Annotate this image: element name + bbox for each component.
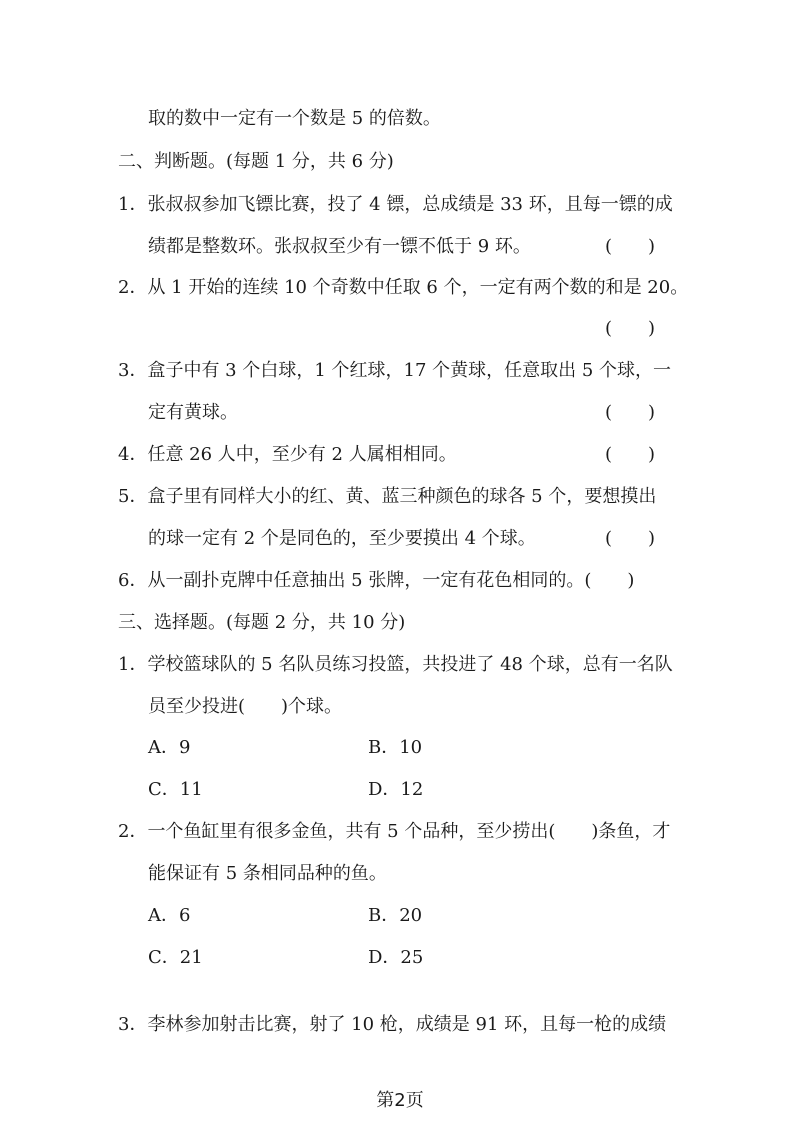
choice-q1-option-b: B．10 [368,737,423,758]
judgment-q2-line1: 2．从 1 开始的连续 10 个奇数中任取 6 个，一定有两个数的和是 20。 [118,277,689,298]
choice-q1-option-a: A．9 [148,737,191,758]
section-heading-judgment: 二、判断题。(每题 1 分，共 6 分) [118,151,394,172]
choice-q2-line2: 能保证有 5 条相同品种的鱼。 [148,863,387,884]
judgment-q1-line2: 绩都是整数环。张叔叔至少有一镖不低于 9 环。 [148,236,531,257]
judgment-q4-answer-blank: ( ) [605,444,656,465]
judgment-q5-line2: 的球一定有 2 个是同色的，至少要摸出 4 个球。 [148,528,536,549]
page-number: 第2页 [376,1090,424,1111]
choice-q1-line2: 员至少投进( )个球。 [148,696,343,717]
section-heading-choice: 三、选择题。(每题 2 分，共 10 分) [118,612,406,633]
judgment-q5-answer-blank: ( ) [605,528,656,549]
judgment-q1-answer-blank: ( ) [605,236,656,257]
choice-q2-option-b: B．20 [368,905,423,926]
judgment-q6-line1: 6．从一副扑克牌中任意抽出 5 张牌，一定有花色相同的。( ) [118,570,635,591]
choice-q1-option-d: D．12 [368,779,424,800]
judgment-q4-line1: 4．任意 26 人中，至少有 2 人属相相同。 [118,444,457,465]
judgment-q3-line1: 3．盒子中有 3 个白球，1 个红球，17 个黄球，任意取出 5 个球，一 [118,360,672,381]
choice-q2-option-d: D．25 [368,947,424,968]
choice-q2-option-c: C．21 [148,947,203,968]
choice-q2-option-a: A．6 [148,905,191,926]
judgment-q3-answer-blank: ( ) [605,402,656,423]
judgment-q5-line1: 5．盒子里有同样大小的红、黄、蓝三种颜色的球各 5 个，要想摸出 [118,486,657,507]
choice-q3-line1: 3．李林参加射击比赛，射了 10 枪，成绩是 91 环，且每一枪的成绩 [118,1014,667,1035]
continuation-line: 取的数中一定有一个数是 5 的倍数。 [148,108,441,129]
judgment-q3-line2: 定有黄球。 [148,402,238,423]
choice-q1-option-c: C．11 [148,779,203,800]
choice-q1-line1: 1．学校篮球队的 5 名队员练习投篮，共投进了 48 个球，总有一名队 [118,654,673,675]
choice-q2-line1: 2．一个鱼缸里有很多金鱼，共有 5 个品种，至少捞出( )条鱼，才 [118,821,671,842]
judgment-q1-line1: 1．张叔叔参加飞镖比赛，投了 4 镖，总成绩是 33 环，且每一镖的成 [118,194,673,215]
judgment-q2-answer-blank: ( ) [605,318,656,339]
